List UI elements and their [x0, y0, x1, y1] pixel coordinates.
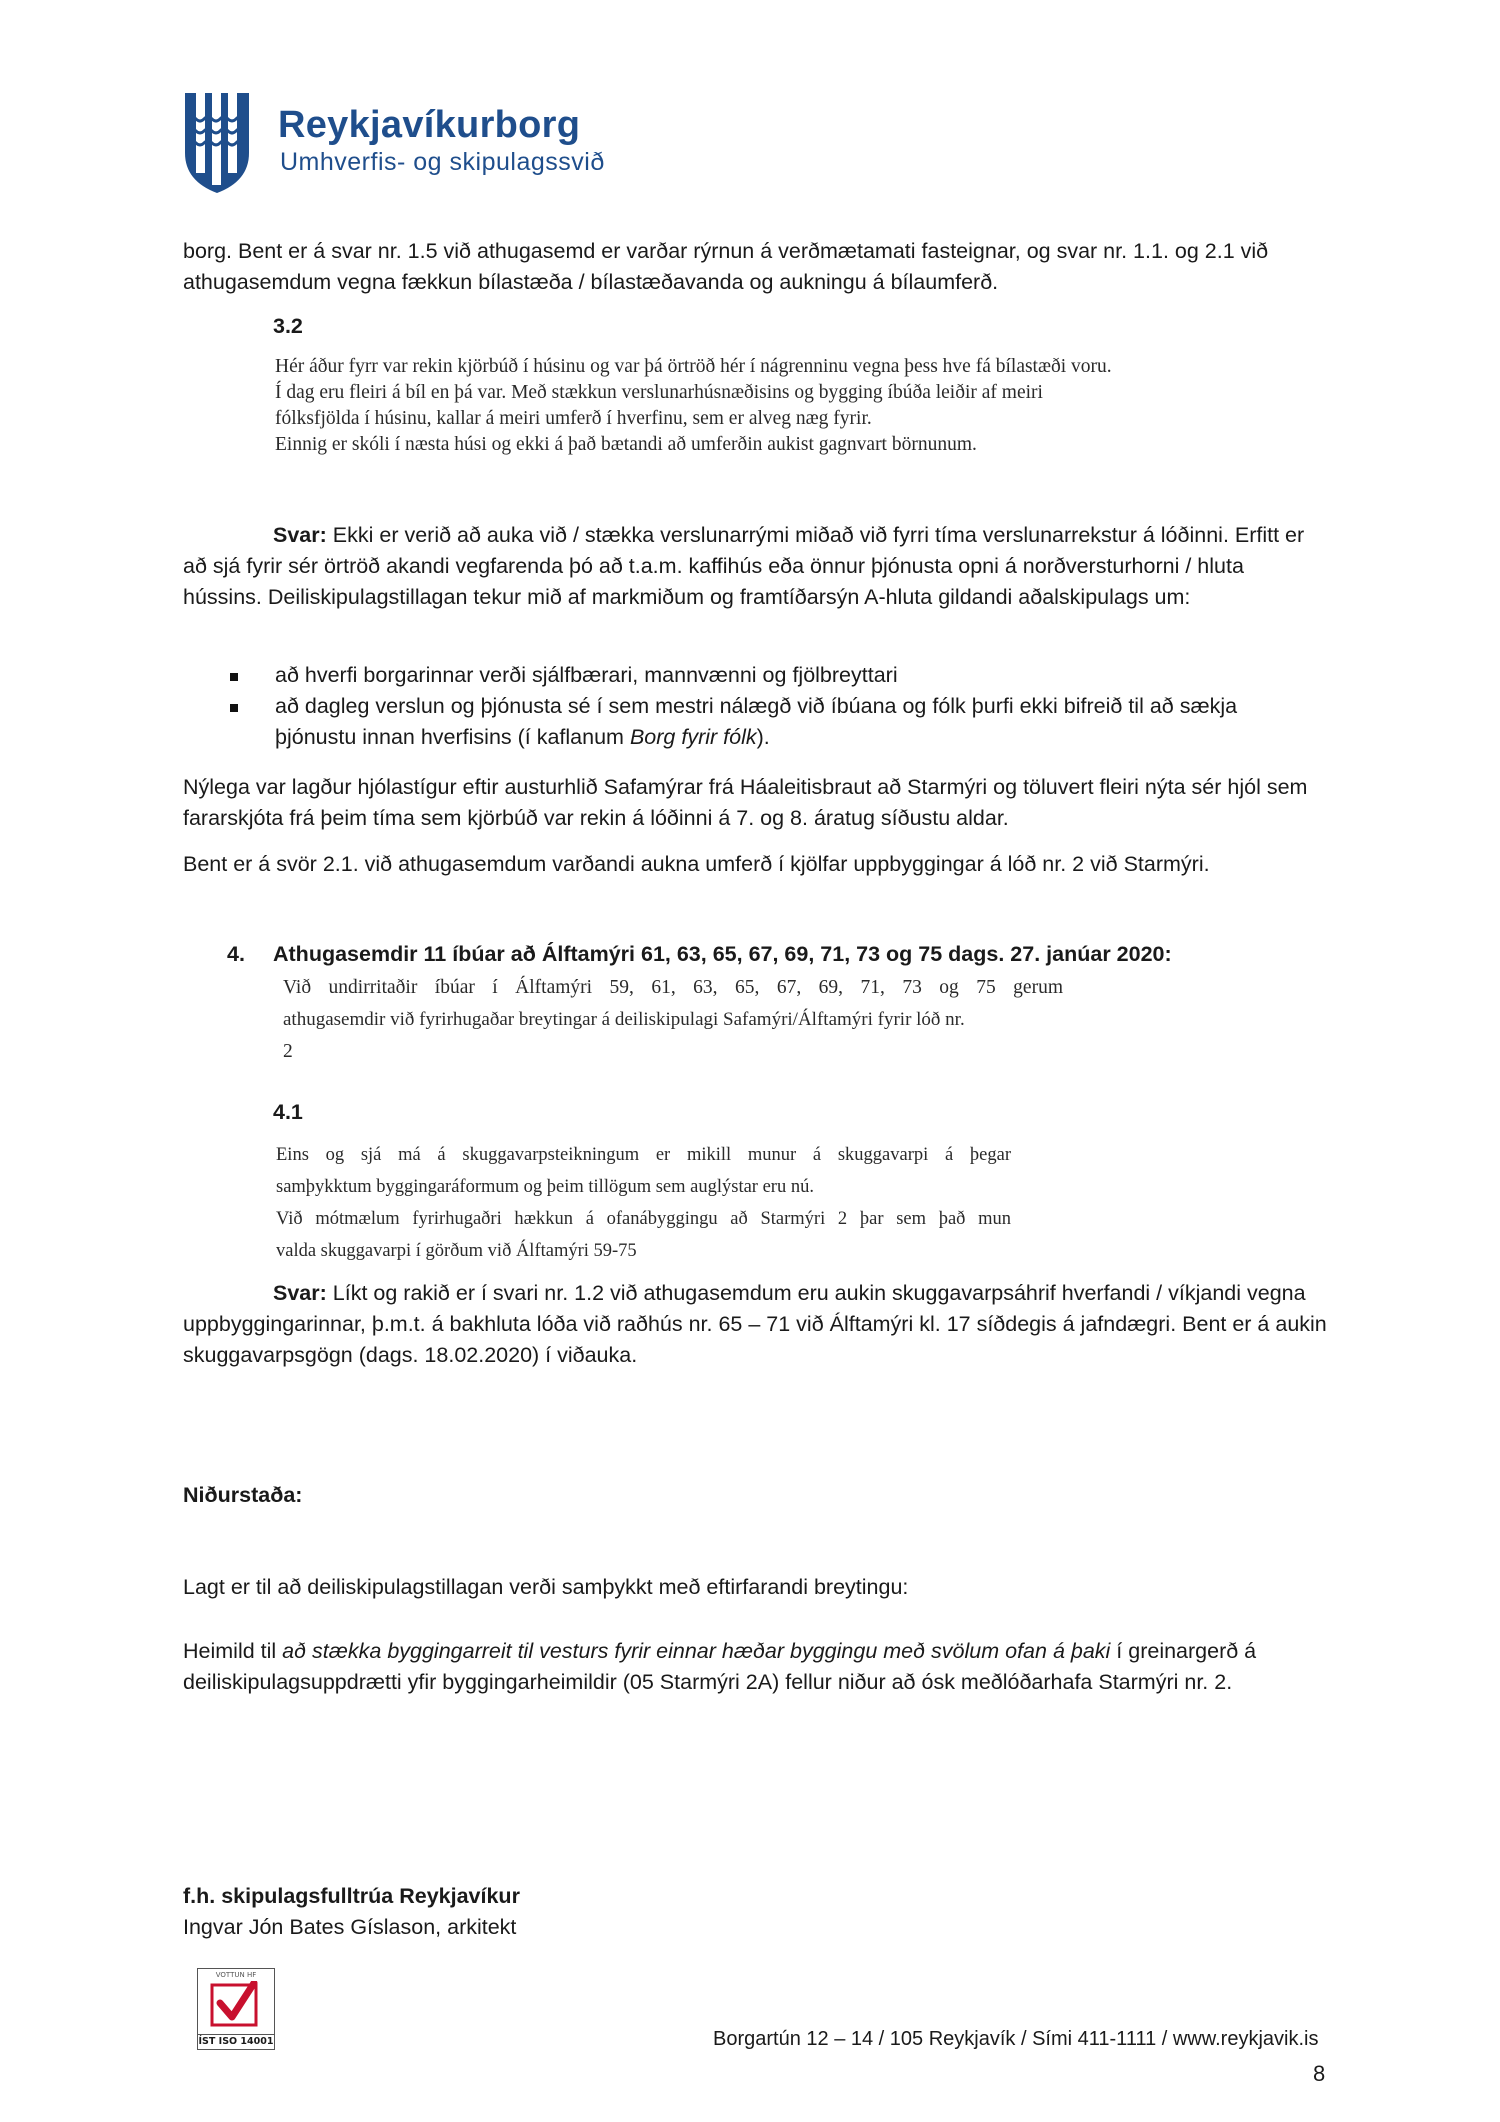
- conclusion-heading: Niðurstaða:: [183, 1483, 303, 1507]
- answer-label: Svar:: [273, 523, 327, 547]
- goals-list: [183, 660, 1323, 753]
- section-4-number: 4.: [227, 942, 245, 966]
- cert-top-text: VOTTUN HF: [215, 1971, 257, 1979]
- footer-address: Borgartún 12 – 14 / 105 Reykjavík / Sími 411-1111 / www.reykjavik.is: [713, 2028, 1319, 2050]
- quote-line: samþykktum byggingaráformum og þeim tillögum sem auglýstar eru nú.: [276, 1177, 814, 1197]
- iso-certification-badge: [197, 1968, 275, 2050]
- section-4-1-answer: [183, 1278, 1333, 1371]
- cert-bottom-text: ÍST ISO 14001: [198, 2036, 274, 2047]
- section-4-quote: [283, 972, 1063, 1068]
- reykjavik-shield-icon: [183, 91, 251, 195]
- quote-line: Eins og sjá má á skuggavarpsteikningum er mikill munur á skuggavarpi á þegar: [276, 1145, 1011, 1165]
- answer-text: Líkt og rakið er í svari nr. 1.2 við athugasemdum eru aukin skuggavarpsáhrif hverfandi / víkjandi vegna uppbyggingarinnar, þ.m.t. á bakhluta lóða við raðhús nr. 65 – 71 við Álftamýri kl. 17 síðdegis á jafndægri. Bent er á aukin skuggavarpsgögn (dags. 18.02.2020) í viðauka.: [183, 1281, 1327, 1367]
- checkmark-icon: [210, 1981, 260, 2027]
- traffic-reference-paragraph: Bent er á svör 2.1. við athugasemdum varðandi aukna umferð í kjölfar uppbyggingar á lóð nr. 2 við Starmýri.: [183, 852, 1210, 876]
- reykjavik-logo: [183, 91, 251, 195]
- amendment-start: Heimild til: [183, 1639, 283, 1663]
- page-number: 8: [1313, 2061, 1326, 2086]
- answer-text: Ekki er verið að auka við / stækka verslunarrými miðað við fyrri tíma verslunarrekstur á lóðinni. Erfitt er að sjá fyrir sér örtröð akandi vegfarenda þó að t.a.m. kaffihús eða önnur þjónusta opni á norðversturhorni / hluta hússins. Deiliskipulagstillagan tekur mið af markmiðum og framtíðarsýn A-hluta gildandi aðalskipulags um:: [183, 523, 1305, 609]
- quote-line: Við undirritaðir íbúar í Álftamýri 59, 61, 63, 65, 67, 69, 71, 73 og 75 gerum: [283, 977, 1063, 998]
- quote-line: Hér áður fyrr var rekin kjörbúð í húsinu og var þá örtröð hér í nágrenninu vegna þess hve fá bílastæði voru.: [275, 356, 1112, 377]
- section-3-2-heading: 3.2: [273, 314, 303, 338]
- list-item-end: ).: [756, 725, 770, 749]
- intro-paragraph: borg. Bent er á svar nr. 1.5 við athugasemd er varðar rýrnun á verðmætamati fasteignar, og svar nr. 1.1. og 2.1 við athugasemdum vegna fækkun bílastæða / bílastæðavanda og aukningu á bílaumferð.: [183, 239, 1269, 294]
- section-3-2-quote: [275, 354, 1275, 458]
- section-3-2-answer: [183, 520, 1323, 613]
- section-4-title: Athugasemdir 11 íbúar að Álftamýri 61, 63, 65, 67, 69, 71, 73 og 75 dags. 27. janúar 2020:: [273, 942, 1172, 966]
- bullet-icon: [230, 673, 238, 681]
- list-item: [183, 660, 1323, 691]
- answer-label: Svar:: [273, 1281, 327, 1305]
- quote-line: valda skuggavarpi í görðum við Álftamýri 59-75: [276, 1241, 637, 1261]
- section-4-1-quote: [276, 1139, 1011, 1267]
- quote-line: fólksfjölda í húsinu, kallar á meiri umferð í hverfinu, sem er alveg næg fyrir.: [275, 408, 872, 429]
- list-item: [183, 691, 1323, 753]
- bike-path-paragraph: Nýlega var lagður hjólastígur eftir austurhlið Safamýrar frá Háaleitisbraut að Starmýri og töluvert fleiri nýta sér hjól sem fararskjóta frá þeim tíma sem kjörbúð var rekin á lóðinni á 7. og 8. áratug síðustu aldar.: [183, 775, 1308, 830]
- quote-line: 2: [283, 1041, 293, 1062]
- section-4-1-heading: 4.1: [273, 1100, 303, 1124]
- conclusion-paragraph: Lagt er til að deiliskipulagstillagan verði samþykkt með eftirfarandi breytingu:: [183, 1575, 909, 1599]
- amendment-paragraph: [183, 1636, 1333, 1698]
- org-name: Reykjavíkurborg: [278, 104, 581, 146]
- quote-line: Í dag eru fleiri á bíl en þá var. Með stækkun verslunarhúsnæðisins og bygging íbúða leiðir af meiri: [275, 382, 1043, 403]
- signature-title: f.h. skipulagsfulltrúa Reykjavíkur: [183, 1884, 520, 1908]
- bullet-icon: [230, 704, 238, 712]
- signature-name: Ingvar Jón Bates Gíslason, arkitekt: [183, 1915, 517, 1939]
- quote-line: athugasemdir við fyrirhugaðar breytingar á deiliskipulagi Safamýri/Álftamýri fyrir lóð nr.: [283, 1009, 965, 1030]
- list-item-italic: Borg fyrir fólk: [629, 725, 757, 749]
- amendment-end: í greinargerð á deiliskipulagsuppdrætti yfir byggingarheimildir (05 Starmýri 2A) fellur niður að ósk meðlóðarhafa Starmýri nr. 2.: [183, 1639, 1257, 1694]
- list-item-text: að hverfi borgarinnar verði sjálfbærari, mannvænni og fjölbreyttari: [275, 663, 898, 687]
- section-4-heading: [227, 942, 1172, 967]
- amendment-italic: að stækka byggingarreit til vesturs fyrir einnar hæðar byggingu með svölum ofan á þaki: [282, 1639, 1111, 1663]
- quote-line: Við mótmælum fyrirhugaðri hækkun á ofanábyggingu að Starmýri 2 þar sem það mun: [276, 1209, 1011, 1229]
- list-item-text: að dagleg verslun og þjónusta sé í sem mestri nálægð við íbúana og fólk þurfi ekki bifreið til að sækja þjónustu innan hverfisins (í kaflanum: [275, 694, 1238, 749]
- quote-line: Einnig er skóli í næsta húsi og ekki á það bætandi að umferðin aukist gagnvart börnunum.: [275, 434, 977, 455]
- dept-name: Umhverfis- og skipulagssvið: [280, 148, 605, 176]
